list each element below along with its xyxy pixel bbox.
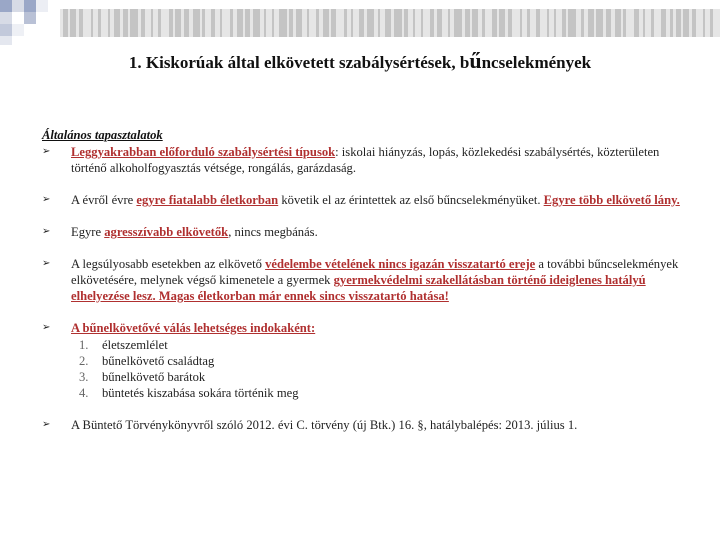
band-stripe: [568, 9, 576, 37]
band-stripe: [253, 9, 260, 37]
band-stripe: [161, 9, 169, 37]
list-number: 2.: [79, 354, 89, 368]
band-stripe: [512, 9, 520, 37]
band-stripe: [130, 9, 139, 37]
band-stripe: [654, 9, 661, 37]
list-item: [42, 144, 682, 176]
band-stripe: [279, 9, 287, 37]
band-stripe: [454, 9, 462, 37]
emphasis-text: egyre fiatalabb életkorban: [136, 193, 279, 207]
band-stripe: [485, 9, 492, 37]
arrow-bullet-icon: ➢: [42, 322, 51, 333]
item-text: A legsúlyosabb esetekben az elkövető: [71, 257, 266, 271]
band-stripe: [696, 9, 704, 37]
list-item: [42, 256, 682, 304]
emphasis-text: A bűnelkövetővé válás lehetséges indokaként:: [71, 321, 316, 335]
emphasis-text: Leggyakrabban előforduló szabálysértési típusok: [71, 145, 336, 159]
item-text: , nincs megbánás.: [228, 225, 318, 239]
list-number: 1.: [79, 338, 89, 352]
numbered-list-item: [71, 337, 682, 353]
arrow-bullet-icon: ➢: [42, 146, 51, 157]
band-stripe: [193, 9, 200, 37]
numbered-list-item: [71, 369, 682, 385]
slide-content: [42, 127, 682, 449]
arrow-bullet-icon: ➢: [42, 419, 51, 430]
item-text: Egyre: [71, 225, 105, 239]
item-text: követik el az érintettek az első bűncselekményüket.: [278, 193, 544, 207]
list-item: [42, 192, 682, 208]
list-item: [42, 320, 682, 401]
list-number: 4.: [79, 386, 89, 400]
arrow-bullet-icon: ➢: [42, 226, 51, 237]
item-text: A Büntető Törvénykönyvről szóló 2012. évi C. törvény (új Btk.) 16. §, hatálybalépés: 2013. július 1.: [71, 418, 578, 432]
band-stripe: [394, 9, 402, 37]
emphasis-text: védelembe vételének nincs igazán visszatartó ereje: [265, 257, 536, 271]
arrow-bullet-icon: ➢: [42, 194, 51, 205]
list-text: bűnelkövető családtag: [102, 354, 215, 368]
band-stripe: [309, 9, 316, 37]
numbered-list: [71, 337, 682, 401]
band-stripe: [626, 9, 634, 37]
corner-decoration: [0, 0, 60, 45]
band-stripe: [540, 9, 547, 37]
section-heading: Általános tapasztalatok: [42, 128, 163, 142]
numbered-list-item: [71, 353, 682, 369]
band-stripe: [222, 9, 230, 37]
list-text: bűnelkövető barátok: [102, 370, 206, 384]
list-number: 3.: [79, 370, 89, 384]
item-text: a további bűncselekmények elkövetésére, melynek végső kimenetele a gyermek: [71, 257, 679, 287]
header-stripe-band: [60, 9, 720, 37]
band-stripe: [713, 9, 720, 37]
list-item: [42, 224, 682, 240]
band-stripe: [367, 9, 374, 37]
page-title: 1. Kiskorúak által elkövetett szabálysértések, bűncselekmények: [128, 48, 592, 73]
band-stripe: [596, 9, 603, 37]
emphasis-text: Egyre több elkövető lány.: [543, 193, 680, 207]
emphasis-text: agresszívabb elkövetők: [104, 225, 229, 239]
band-stripe: [83, 9, 91, 37]
list-item: [42, 417, 682, 433]
list-text: büntetés kiszabása sokára történik meg: [102, 386, 299, 400]
emphasis-text: gyermekvédelmi szakellátásban történő ideiglenes hatályú elhelyezése lesz. Magas életkorban már ennek sincs visszatartó hatása!: [71, 273, 646, 303]
band-stripe: [336, 9, 344, 37]
arrow-bullet-icon: ➢: [42, 258, 51, 269]
item-text: : iskolai hiányzás, lopás, közlekedési szabálysértés, közterületen történő alkoholfogyasztás vétsége, rongálás, garázdaság.: [71, 145, 660, 175]
numbered-list-item: [71, 385, 682, 401]
list-text: életszemlélet: [102, 338, 168, 352]
band-stripe: [423, 9, 430, 37]
item-text: A évről évre: [71, 193, 137, 207]
band-stripe: [101, 9, 108, 37]
